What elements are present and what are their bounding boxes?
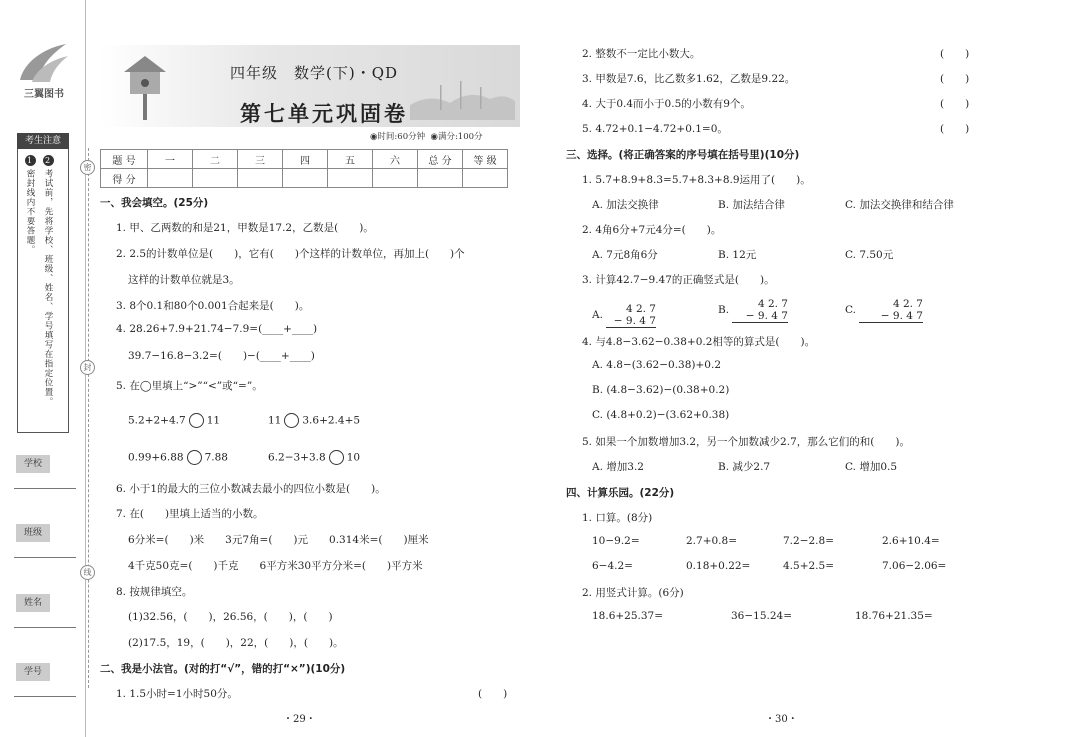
score-cell[interactable] (373, 169, 418, 188)
choice-5-b[interactable]: B. 减少2.7 (718, 461, 771, 473)
vertical-calc-item: 18.76+21.35= (855, 610, 933, 622)
publisher-brand: 三翼图书 (24, 89, 64, 100)
question-1-4: 4. 28.26+7.9+21.74−7.9=(____+____) (116, 323, 318, 335)
grade-subject-title: 四年级 数学(下)・QD (230, 64, 399, 82)
choice-2: 2. 4角6分+7元4分=( )。 (582, 224, 722, 236)
seal-line (88, 148, 89, 688)
oral-item: 2.6+10.4= (882, 535, 940, 547)
choice-2-b[interactable]: B. 12元 (718, 249, 757, 261)
birdhouse-illustration (120, 50, 170, 120)
student-id-label: 学号 (16, 663, 50, 681)
choice-5: 5. 如果一个加数增加3.2，另一个加数减少2.7，那么它们的和( )。 (582, 436, 910, 448)
seal-char-2: 封 (80, 360, 95, 375)
col-header: 六 (373, 150, 418, 169)
judge-4: 4. 大于0.4而小于0.5的小数有9个。 (582, 98, 751, 110)
answer-paren[interactable]: ( ) (940, 73, 970, 85)
compare-item-1: 5.2+2+4.7 11 (128, 414, 221, 427)
choice-5-a[interactable]: A. 增加3.2 (592, 461, 644, 473)
score-cell[interactable] (463, 169, 508, 188)
page-number-right: ・30・ (765, 714, 798, 725)
answer-paren[interactable]: ( ) (940, 123, 970, 135)
school-label: 学校 (16, 455, 50, 473)
score-cell[interactable] (283, 169, 328, 188)
compare-item-4: 6.2−3+3.8 10 (268, 451, 361, 464)
oral-item: 7.06−2.06= (882, 560, 947, 572)
score-table-header (101, 150, 508, 169)
col-header: 四 (283, 150, 328, 169)
vertical-calc-item: 18.6+25.37= (592, 610, 664, 622)
number-badge-2: 2 (43, 155, 54, 166)
question-1-2: 2. 2.5的计数单位是( )，它有( )个这样的计数单位，再加上( )个 (116, 248, 465, 260)
choice-4: 4. 与4.8−3.62−0.38+0.2相等的算式是( )。 (582, 336, 816, 348)
student-id-line[interactable] (14, 696, 76, 697)
question-1-6: 6. 小于1的最大的三位小数减去最小的四位小数是( )。 (116, 483, 386, 495)
tree-silhouette (410, 75, 515, 120)
answer-circle[interactable] (329, 450, 344, 465)
class-line[interactable] (14, 557, 76, 558)
choice-3: 3. 计算42.7−9.47的正确竖式是( )。 (582, 274, 775, 286)
choice-4-a[interactable]: A. 4.8−(3.62−0.38)+0.2 (592, 359, 721, 371)
answer-circle[interactable] (284, 413, 299, 428)
judge-2: 2. 整数不一定比小数大。 (582, 48, 701, 60)
answer-circle[interactable] (187, 450, 202, 465)
notice-item-1: 1密封线内不要答题。 (25, 156, 35, 255)
choice-1: 1. 5.7+8.9+8.3=5.7+8.3+8.9运用了( )。 (582, 174, 811, 186)
exam-title: 第七单元巩固卷 (240, 101, 408, 126)
check-icon: ◉ (430, 132, 438, 142)
choice-2-c[interactable]: C. 7.50元 (845, 249, 894, 261)
score-table-row (101, 169, 508, 188)
col-header: 一 (148, 150, 193, 169)
choice-2-a[interactable]: A. 7元8角6分 (592, 249, 658, 261)
choice-4-c[interactable]: C. (4.8+0.2)−(3.62+0.38) (592, 409, 730, 421)
answer-paren[interactable]: ( ) (478, 688, 508, 700)
exam-info: ◉时间:60分钟 ◉满分:100分 (370, 132, 483, 142)
answer-circle[interactable] (189, 413, 204, 428)
notice-title: 考生注意 (17, 133, 69, 149)
question-1-3: 3. 8个0.1和80个0.001合起来是( )。 (116, 300, 310, 312)
question-1-8b: (2)17.5，19，( )，22，( )，( )。 (128, 637, 344, 649)
oral-item: 0.18+0.22= (686, 560, 751, 572)
publisher-logo (14, 42, 72, 84)
question-1-7a: 6分米=( )米 3元7角=( )元 0.314米=( )厘米 (128, 534, 429, 546)
choice-1-b[interactable]: B. 加法结合律 (718, 199, 785, 211)
question-1-7b: 4千克50克=( )千克 6平方米30平方分米=( )平方米 (128, 560, 423, 572)
choice-1-c[interactable]: C. 加法交换律和结合律 (845, 199, 954, 211)
calc-2: 2. 用竖式计算。(6分) (582, 587, 684, 599)
question-1-8a: (1)32.56，( )，26.56，( )，( ) (128, 611, 333, 623)
oral-item: 6−4.2= (592, 560, 633, 572)
vertical-calc-item: 36−15.24= (731, 610, 793, 622)
question-1-5: 5. 在◯里填上“>”“<”或“=”。 (116, 380, 263, 392)
compare-item-3: 0.99+6.88 7.88 (128, 451, 228, 464)
choice-1-a[interactable]: A. 加法交换律 (592, 199, 659, 211)
col-header: 题 号 (101, 150, 148, 169)
oral-item: 10−9.2= (592, 535, 640, 547)
oral-item: 7.2−2.8= (783, 535, 834, 547)
oral-item: 4.5+2.5= (783, 560, 834, 572)
col-header: 五 (328, 150, 373, 169)
section-1-heading: 一、我会填空。(25分) (100, 197, 209, 209)
judge-5: 5. 4.72+0.1−4.72+0.1=0。 (582, 123, 728, 135)
question-1-8: 8. 按规律填空。 (116, 586, 193, 598)
clock-icon: ◉ (370, 132, 378, 142)
question-1-2-cont: 这样的计数单位就是3。 (128, 274, 240, 286)
judge-1: 1. 1.5小时=1小时50分。 (116, 688, 238, 700)
choice-5-c[interactable]: C. 增加0.5 (845, 461, 898, 473)
question-1-4-cont: 39.7−16.8−3.2=( )−(____+____) (128, 350, 315, 362)
name-line[interactable] (14, 627, 76, 628)
col-header: 总 分 (418, 150, 463, 169)
seal-char-3: 线 (80, 565, 95, 580)
score-cell[interactable] (238, 169, 283, 188)
calc-1: 1. 口算。(8分) (582, 512, 653, 524)
col-header: 三 (238, 150, 283, 169)
compare-item-2: 11 3.6+2.4+5 (268, 414, 361, 427)
question-1-7: 7. 在( )里填上适当的小数。 (116, 508, 264, 520)
section-3-heading: 三、选择。(将正确答案的序号填在括号里)(10分) (566, 149, 800, 161)
number-badge-1: 1 (25, 155, 36, 166)
judge-3: 3. 甲数是7.6，比乙数多1.62，乙数是9.22。 (582, 73, 796, 85)
seal-char-1: 密 (80, 160, 95, 175)
answer-paren[interactable]: ( ) (940, 48, 970, 60)
row-label: 得 分 (101, 169, 148, 188)
score-cell[interactable] (328, 169, 373, 188)
col-header: 等 级 (463, 150, 508, 169)
class-label: 班级 (16, 524, 50, 542)
col-header: 二 (193, 150, 238, 169)
school-line[interactable] (14, 488, 76, 489)
question-1-1: 1. 甲、乙两数的和是21，甲数是17.2，乙数是( )。 (116, 222, 374, 234)
name-label: 姓名 (16, 594, 50, 612)
choice-4-b[interactable]: B. (4.8−3.62)−(0.38+0.2) (592, 384, 730, 396)
section-2-heading: 二、我是小法官。(对的打“√”，错的打“×”)(10分) (100, 663, 346, 675)
answer-paren[interactable]: ( ) (940, 98, 970, 110)
page-number-left: ・29・ (283, 714, 316, 725)
section-4-heading: 四、计算乐园。(22分) (566, 487, 675, 499)
notice-item-2: 2考试前，先将学校、班级、姓名、学号填写在指定位置。 (43, 156, 53, 407)
score-cell[interactable] (148, 169, 193, 188)
score-cell[interactable] (193, 169, 238, 188)
oral-item: 2.7+0.8= (686, 535, 737, 547)
score-table (100, 149, 508, 188)
score-cell[interactable] (418, 169, 463, 188)
